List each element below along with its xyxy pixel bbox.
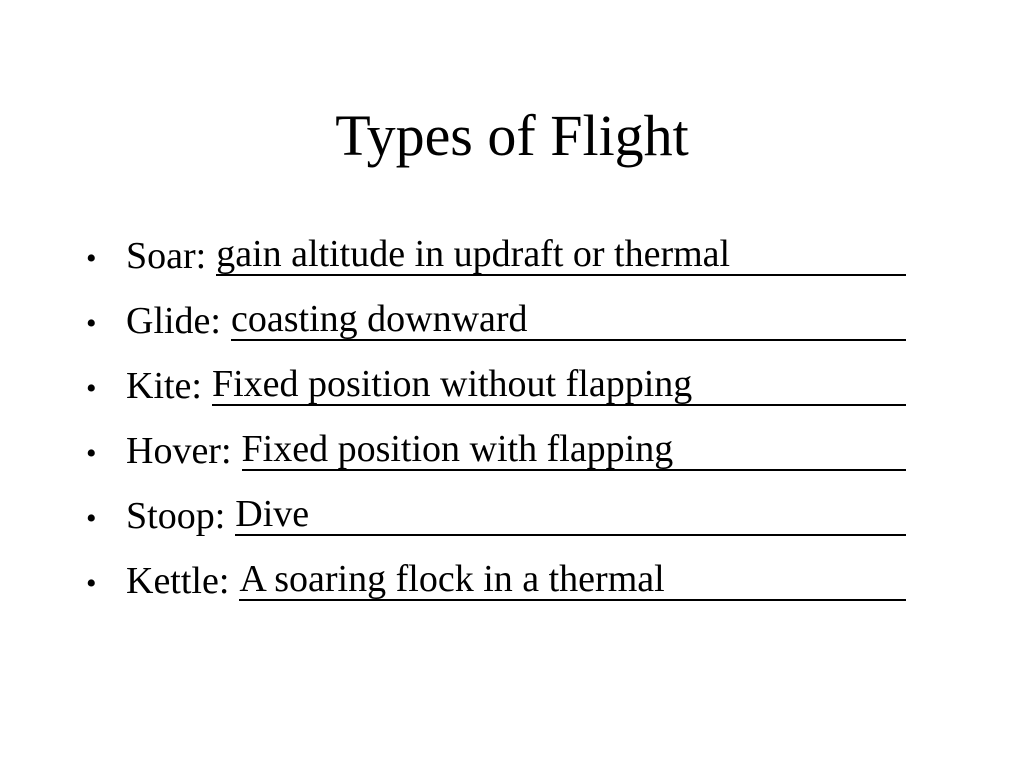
bullet-answer: gain altitude in updraft or thermal [216,234,731,275]
bullet-dot: • [86,372,97,405]
answer-blank-line [231,299,906,341]
bullet-item-glide [86,289,906,354]
bullet-answer: coasting downward [230,299,528,340]
bullet-dot: • [86,307,97,340]
bullet-term: Glide: [126,300,221,342]
bullet-item-kettle [86,549,906,614]
bullet-answer: Dive [235,494,310,535]
bullet-list [86,224,906,614]
bullet-dot: • [86,502,97,535]
bullet-item-hover [86,419,906,484]
bullet-answer: Fixed position with flapping [241,429,674,470]
answer-blank-line [239,559,906,601]
slide-title: Types of Flight [335,103,689,168]
bullet-dot: • [86,242,97,275]
answer-blank-line [212,364,906,406]
bullet-term: Soar: [126,235,207,277]
bullet-item-kite [86,354,906,419]
bullet-answer: A soaring flock in a thermal [239,559,665,600]
answer-blank-line [235,494,906,536]
bullet-item-soar [86,224,906,289]
answer-blank-line [242,429,906,471]
bullet-dot: • [86,437,97,470]
answer-blank-line [216,234,906,276]
bullet-term: Stoop: [126,495,226,537]
bullet-term: Kite: [126,365,202,407]
bullet-answer: Fixed position without flapping [211,364,693,405]
bullet-dot: • [86,567,97,600]
bullet-term: Hover: [126,430,232,472]
bullet-item-stoop [86,484,906,549]
bullet-term: Kettle: [126,560,230,602]
